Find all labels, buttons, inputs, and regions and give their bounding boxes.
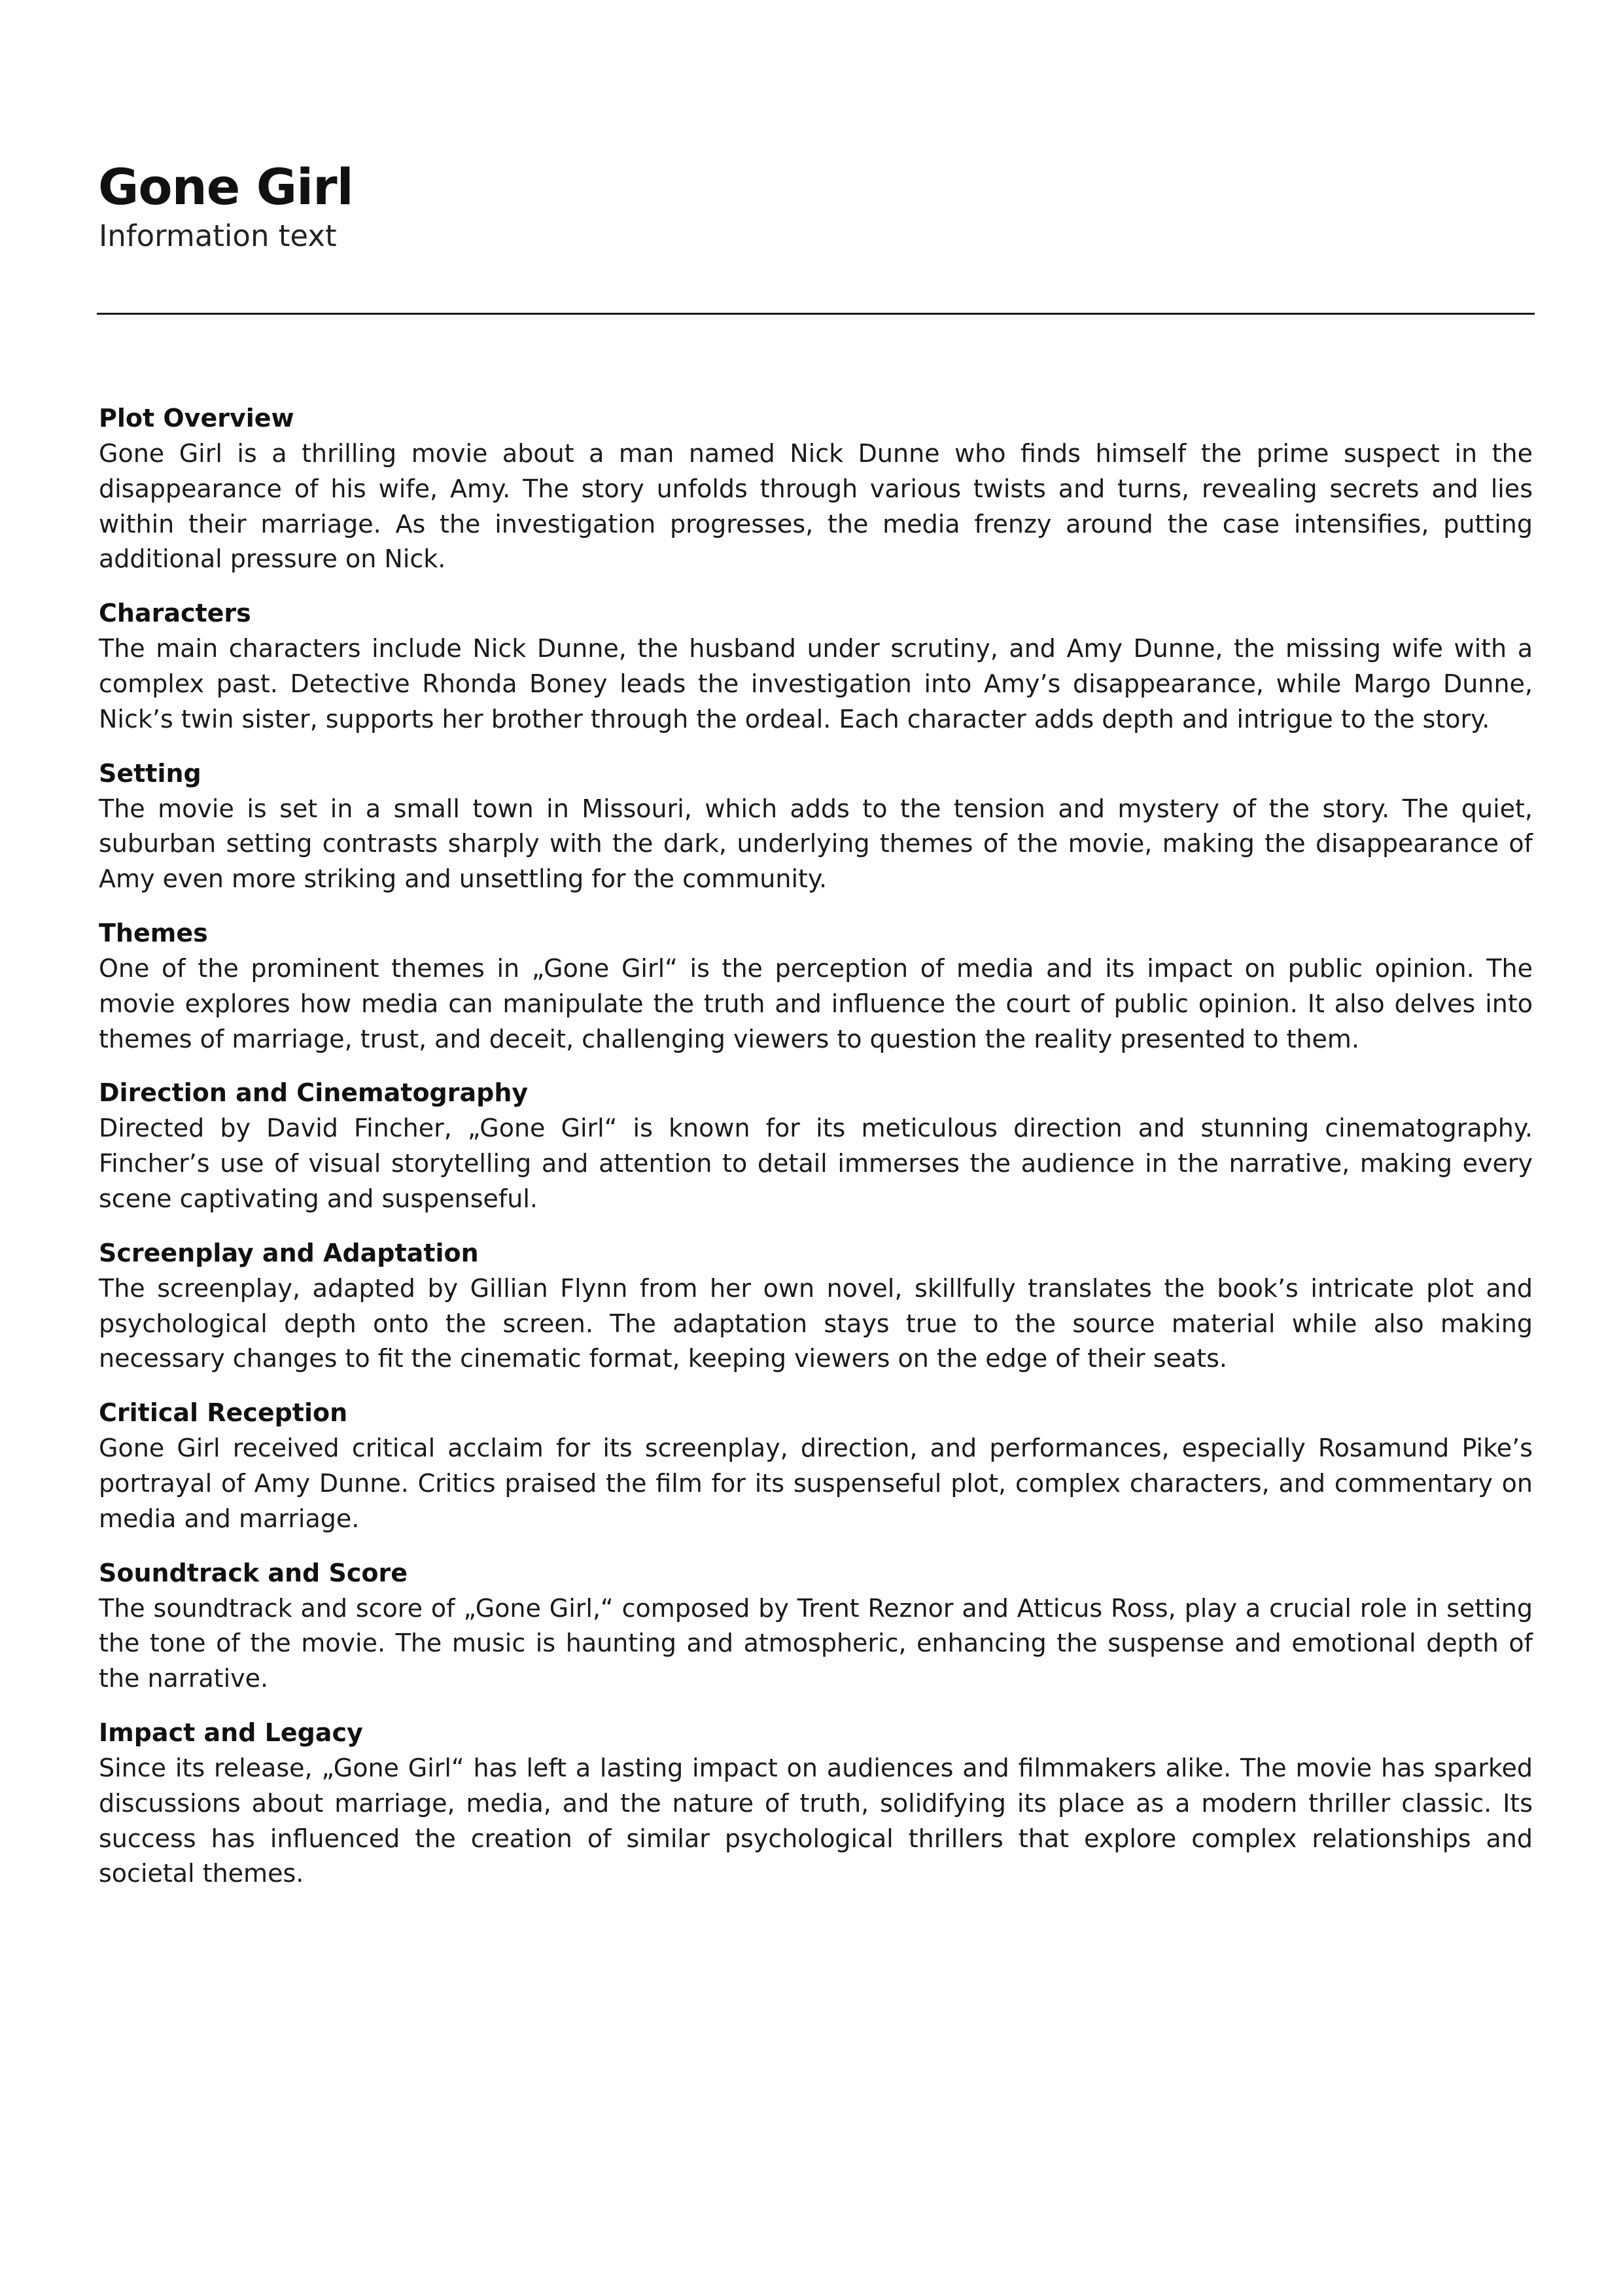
section-paragraph: One of the prominent themes in „Gone Girl“ is the perception of media and its impact on public opinion. The movie explores how media can manipulate the truth and influence the court of public opinion. It also delves into themes of marriage, trust, and deceit, challenging viewers to question the reality presented to them. bbox=[99, 953, 1533, 1053]
section-setting bbox=[99, 756, 1533, 897]
section-heading: Soundtrack and Score bbox=[99, 1558, 408, 1587]
section-paragraph: The movie is set in a small town in Missouri, which adds to the tension and mystery of the story. The quiet, suburban setting contrasts sharply with the dark, underlying themes of the movie, making the disappearance of Amy even more striking and unsettling for the community. bbox=[99, 794, 1533, 894]
section-direction-cinematography bbox=[99, 1075, 1533, 1216]
section-paragraph: Gone Girl is a thrilling movie about a man named Nick Dunne who finds himself the prime suspect in the disappearance of his wife, Amy. The story unfolds through various twists and turns, revealing secrets and lies within their marriage. As the investigation progresses, the media frenzy around the case intensifies, putting additional pressure on Nick. bbox=[99, 439, 1533, 574]
section-heading: Themes bbox=[99, 918, 208, 947]
section-heading: Characters bbox=[99, 599, 251, 628]
section-soundtrack-score bbox=[99, 1555, 1533, 1697]
section-plot-overview bbox=[99, 400, 1533, 577]
section-paragraph: The screenplay, adapted by Gillian Flynn from her own novel, skillfully translates the book’s intricate plot and psychological depth onto the screen. The adaptation stays true to the source material while also making necessary changes to fit the cinematic format, keeping viewers on the edge of their seats. bbox=[99, 1273, 1533, 1373]
section-heading: Impact and Legacy bbox=[99, 1718, 363, 1747]
section-heading: Critical Reception bbox=[99, 1398, 348, 1428]
section-paragraph: Directed by David Fincher, „Gone Girl“ is known for its meticulous direction and stunning cinematography. Fincher’s use of visual storytelling and attention to detail immerses the audience in the narrative, making every scene captivating and suspenseful. bbox=[99, 1114, 1533, 1213]
section-paragraph: Since its release, „Gone Girl“ has left a lasting impact on audiences and filmmakers alike. The movie has sparked discussions about marriage, media, and the nature of truth, solidifying its place as a modern thriller classic. Its success has influenced the creation of similar psychological thrillers that explore complex relationships and societal themes. bbox=[99, 1753, 1533, 1888]
section-paragraph: The main characters include Nick Dunne, the husband under scrutiny, and Amy Dunne, the missing wife with a complex past. Detective Rhonda Boney leads the investigation into Amy’s disappearance, while Margo Dunne, Nick’s twin sister, supports her brother through the ordeal. Each character adds depth and intrigue to the story. bbox=[99, 634, 1533, 733]
document-body bbox=[99, 400, 1533, 1910]
section-paragraph: Gone Girl received critical acclaim for its screenplay, direction, and performances, especially Rosamund Pike’s portrayal of Amy Dunne. Critics praised the film for its suspenseful plot, complex characters, and commentary on media and marriage. bbox=[99, 1434, 1533, 1533]
section-heading: Setting bbox=[99, 758, 201, 788]
section-heading: Direction and Cinematography bbox=[99, 1078, 529, 1108]
section-themes bbox=[99, 915, 1533, 1057]
section-characters bbox=[99, 595, 1533, 737]
section-paragraph: The soundtrack and score of „Gone Girl,“ composed by Trent Reznor and Atticus Ross, play a crucial role in setting the tone of the movie. The music is haunting and atmospheric, enhancing the suspense and emotional depth of the narrative. bbox=[99, 1593, 1533, 1693]
document-title: Gone Girl bbox=[98, 158, 353, 216]
title-divider bbox=[97, 313, 1535, 315]
section-critical-reception bbox=[99, 1395, 1533, 1536]
document-subtitle: Information text bbox=[99, 219, 337, 253]
section-heading: Plot Overview bbox=[99, 404, 294, 433]
section-screenplay-adaptation bbox=[99, 1235, 1533, 1377]
section-heading: Screenplay and Adaptation bbox=[99, 1238, 479, 1267]
section-impact-legacy bbox=[99, 1715, 1533, 1892]
